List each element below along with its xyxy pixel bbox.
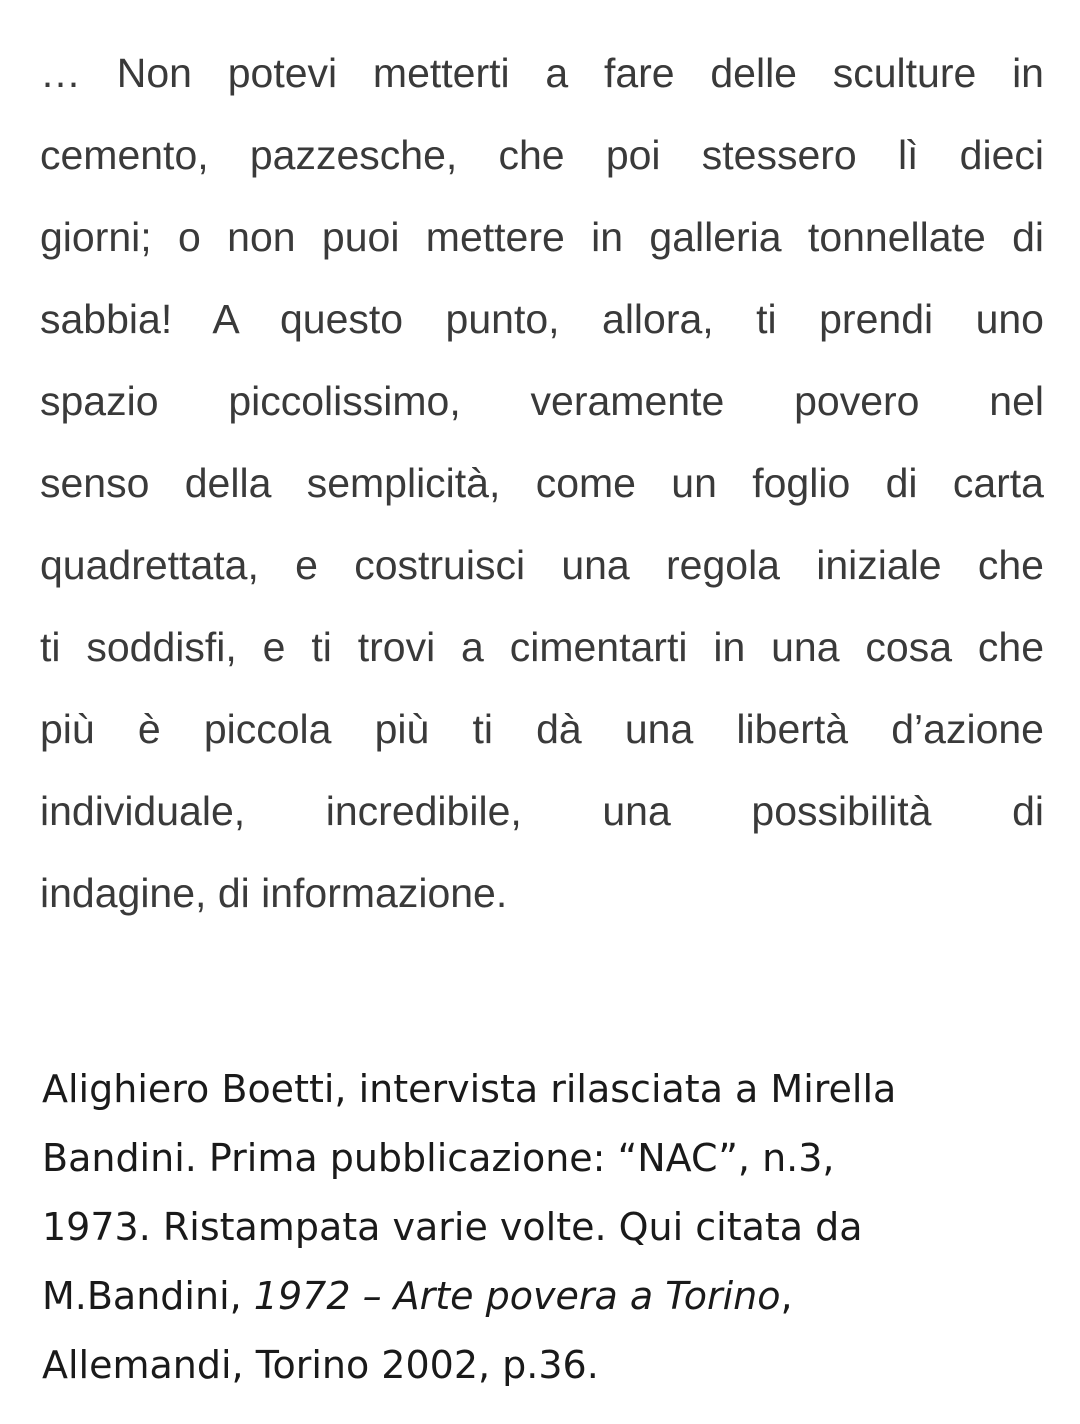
- book-title: 1972 – Arte povera a Torino: [253, 1274, 781, 1318]
- quote-line: senso della semplicità, come un foglio di carta: [40, 460, 1044, 506]
- quote-line: sabbia! A questo punto, allora, ti prendi uno: [40, 296, 1044, 342]
- quote-block: [40, 32, 1044, 934]
- caption-line: Allemandi, Torino 2002, p.36.: [42, 1343, 599, 1387]
- quote-line: cemento, pazzesche, che poi stessero lì dieci: [40, 132, 1044, 178]
- quote-line: indagine, di informazione.: [40, 870, 508, 916]
- quote-line: individuale, incredibile, una possibilità di: [40, 788, 1044, 834]
- citation-caption: [42, 1055, 1042, 1400]
- quote-line: più è piccola più ti dà una libertà d’azione: [40, 706, 1044, 752]
- quote-line: quadrettata, e costruisci una regola iniziale che: [40, 542, 1044, 588]
- caption-punctuation: ,: [780, 1274, 793, 1318]
- caption-author: M.Bandini,: [42, 1274, 254, 1318]
- caption-line: [42, 1262, 1042, 1331]
- quote-line: ti soddisfi, e ti trovi a cimentarti in una cosa che: [40, 624, 1044, 670]
- quote-line: … Non potevi metterti a fare delle sculture in: [40, 50, 1044, 96]
- caption-line: 1973. Ristampata varie volte. Qui citata da: [42, 1205, 863, 1249]
- caption-line: Bandini. Prima pubblicazione: “NAC”, n.3,: [42, 1136, 835, 1180]
- quote-line: spazio piccolissimo, veramente povero nel: [40, 378, 1044, 424]
- caption-line: Alighiero Boetti, intervista rilasciata a Mirella: [42, 1067, 897, 1111]
- quote-line: giorni; o non puoi mettere in galleria tonnellate di: [40, 214, 1044, 260]
